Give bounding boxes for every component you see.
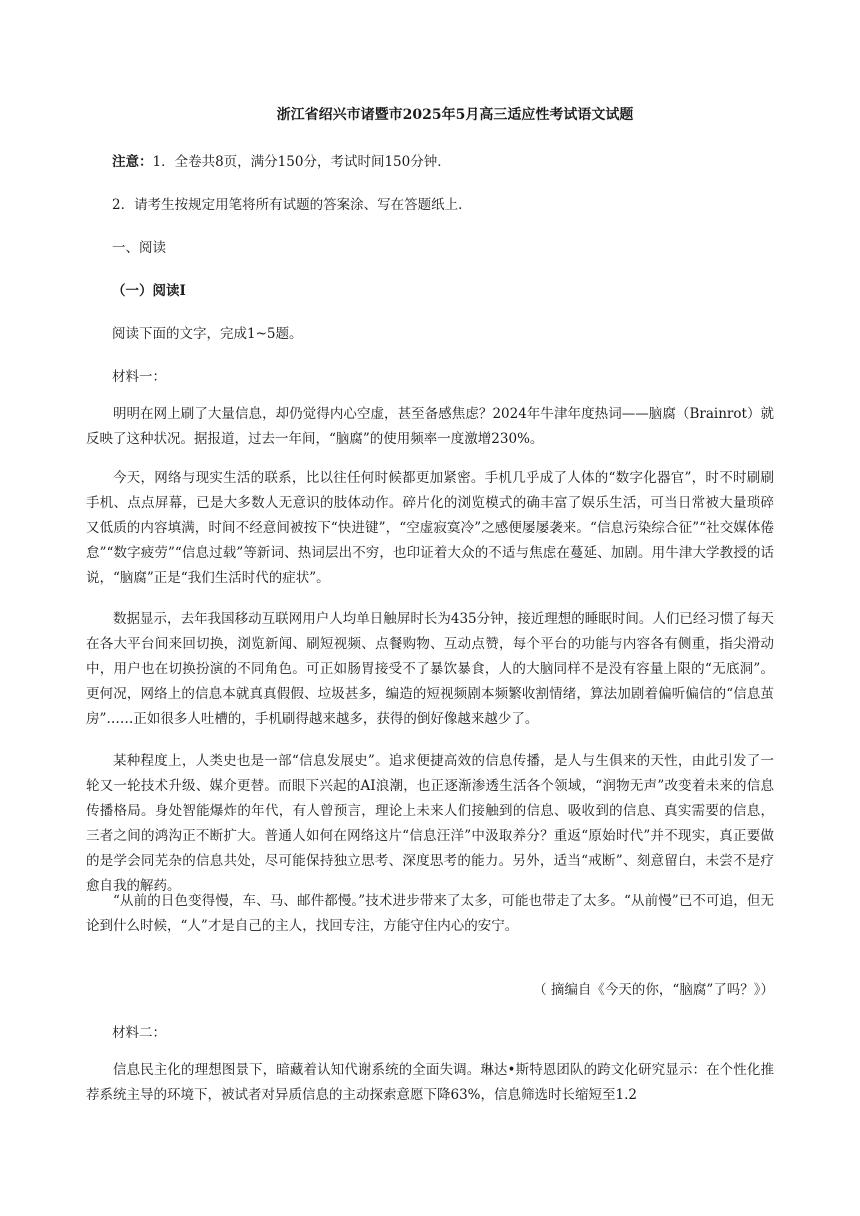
material1-source: （ 摘编自《今天的你，“脑腐”了吗？》） xyxy=(533,982,774,998)
material2-paragraph-1: 信息民主化的理想图景下，暗藏着认知代谢系统的全面失调。琳达•斯特恩团队的跨文化研究显示：在个性化推荐系统主导的环境下，被试者对异质信息的主动探索意愿下降63%，信息筛选时长缩短至1.2 xyxy=(86,1062,774,1103)
notice-line-1 xyxy=(112,150,451,170)
notice-item-2: 2．请考生按规定用笔将所有试题的答案涂、写在答题纸上． xyxy=(112,197,472,213)
material1-paragraph-3: 数据显示，去年我国移动互联网用户人均单日触屏时长为435分钟，接近理想的睡眠时间。人们已经习惯了每天在各大平台间来回切换，浏览新闻、刷短视频、点餐购物、互动点赞，每个平台的功能与内容各有侧重，指尖滑动中，用户也在切换扮演的不同角色。可正如肠胃接受不了暴饮暴食，人的大脑同样不是没有容量上限的“无底洞”。更何况，网络上的信息本就真真假假、垃圾甚多，编造的短视频剧本频繁收割情绪，算法加剧着偏听偏信的“信息茧房”……正如很多人吐槽的，手机刷得越来越多，获得的倒好像越来越少了。 xyxy=(86,611,774,727)
material1-paragraph-1: 明明在网上刷了大量信息，却仍觉得内心空虚，甚至备感焦虑？2024年牛津年度热词——脑腐（Brainrot）就反映了这种状况。据报道，过去一年间，“脑腐”的使用频率一度激增230%。 xyxy=(86,406,774,447)
document-title: 浙江省绍兴市诸暨市2025年5月高三适应性考试语文试题 xyxy=(276,107,634,123)
material1-paragraph-4: 某种程度上，人类史也是一部“信息发展史”。追求便捷高效的信息传播，是人与生俱来的天性，由此引发了一轮又一轮技术升级、媒介更替。而眼下兴起的AI浪潮，也正逐渐渗透生活各个领域，“润物无声”改变着未来的信息传播格局。身处智能爆炸的年代，有人曾预言，理论上未来人们接触到的信息、吸收到的信息、真实需要的信息，三者之间的鸿沟正不断扩大。普通人如何在网络这片“信息汪洋”中汲取养分？重返“原始时代”并不现实，真正要做的是学会同芜杂的信息共处，尽可能保持独立思考、深度思考的能力。另外，适当“戒断”、刻意留白，未尝不是疗愈自我的解药。 xyxy=(86,753,774,894)
section-heading: 一、阅读 xyxy=(112,240,166,256)
material1-paragraph-5: “从前的日色变得慢，车、马、邮件都慢。”技术进步带来了太多，可能也带走了太多。“从前慢”已不可追，但无论到什么时候，“人”才是自己的主人，找回专注，方能守住内心的安宁。 xyxy=(86,893,774,934)
material2-label: 材料二： xyxy=(112,1025,166,1041)
subsection-heading: （一）阅读Ⅰ xyxy=(112,283,186,299)
notice-item-1: 1．全卷共8页，满分150分，考试时间150分钟． xyxy=(152,154,451,170)
instruction-text: 阅读下面的文字，完成1~5题。 xyxy=(112,326,303,342)
material1-label: 材料一： xyxy=(112,369,166,385)
material1-paragraph-2: 今天，网络与现实生活的联系，比以往任何时候都更加紧密。手机几乎成了人体的“数字化器官”，时不时刷刷手机、点点屏幕，已是大多数人无意识的肢体动作。碎片化的浏览模式的确丰富了娱乐生活，可当日常被大量琐碎又低质的内容填满，时间不经意间被按下“快进键”，“空虚寂寞冷”之感便屡屡袭来。“信息污染综合征”“社交媒体倦怠”“数字疲劳”“信息过载”等新词、热词层出不穷，也印证着大众的不适与焦虑在蔓延、加剧。用牛津大学教授的话说，“脑腐”正是“我们生活时代的症状”。 xyxy=(86,470,774,586)
notice-label: 注意： xyxy=(112,154,153,170)
